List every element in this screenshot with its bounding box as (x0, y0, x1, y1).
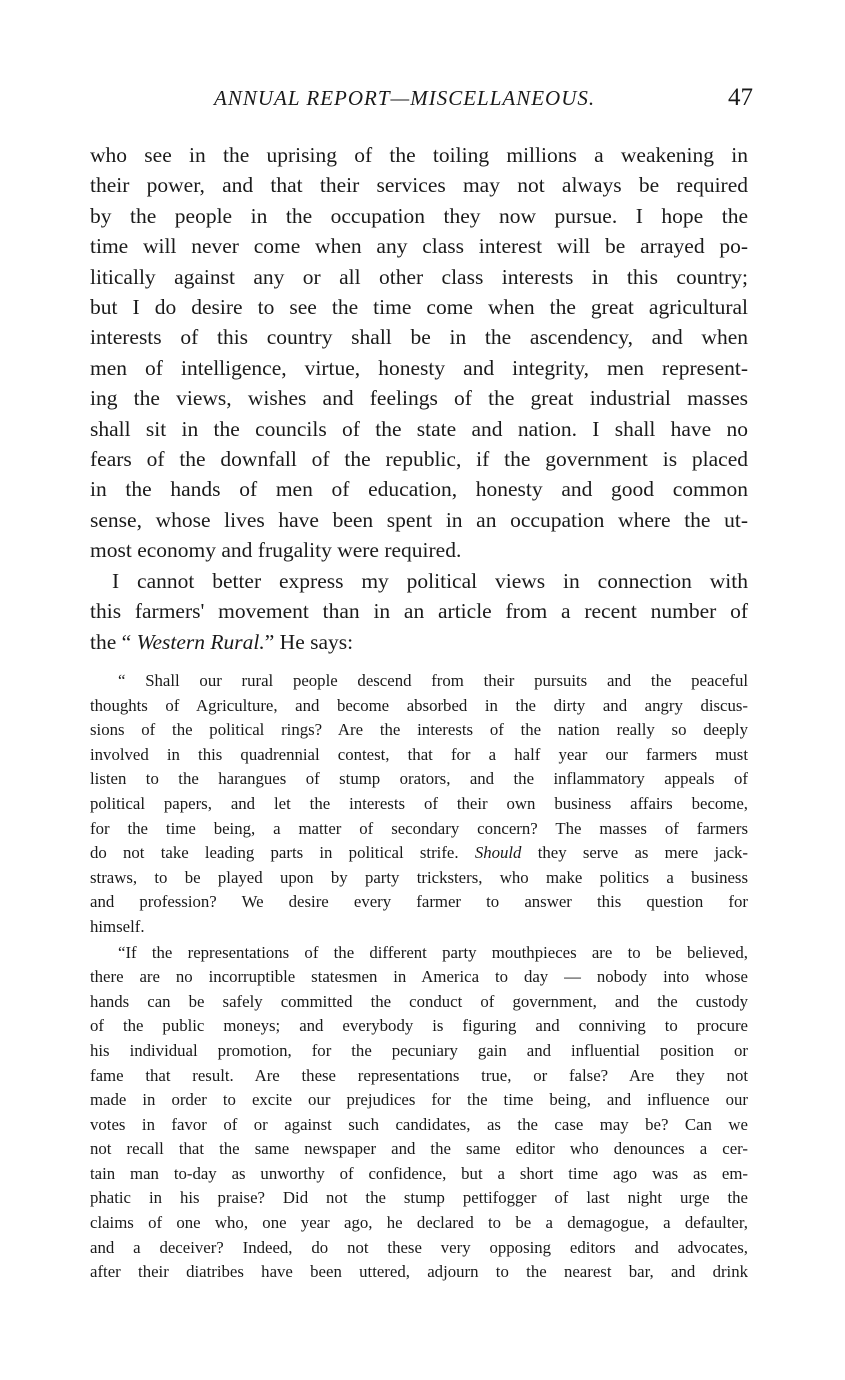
text-line: time will never come when any class interest will be arrayed po- (90, 234, 748, 259)
page-number: 47 (728, 84, 753, 111)
text-line: fears of the downfall of the republic, if the government is placed (90, 447, 748, 472)
text-line: sense, whose lives have been spent in an occupation where the ut- (90, 507, 748, 532)
text-line: by the people in the occupation they now pursue. I hope the (90, 203, 748, 228)
quote-line: “ Shall our rural people descend from their pursuits and the peaceful (118, 671, 748, 690)
quote-line: of the public moneys; and everybody is figuring and conniving to procure (90, 1016, 748, 1036)
running-header (0, 86, 845, 116)
quote-paragraph-1 (90, 669, 748, 940)
quote-line: listen to the harangues of stump orators, and the inflammatory appeals of (90, 769, 748, 789)
text-line: their power, and that their services may not always be required (90, 173, 748, 198)
text-line: most economy and frugality were required. (90, 538, 462, 563)
quote-line: there are no incorruptible statesmen in America to day — nobody into whose (90, 967, 748, 987)
quote-line: votes in favor of or against such candidates, as the case may be? Can we (90, 1114, 748, 1134)
main-text (90, 140, 748, 657)
quote-paragraph-2 (90, 941, 748, 1285)
quote-line: fame that result. Are these representations true, or false? Are they not (90, 1065, 748, 1085)
quote-line: and profession? We desire every farmer to answer this question for (90, 892, 748, 912)
text-line: I cannot better express my political views in connection with (112, 568, 748, 593)
quote-line: and a deceiver? Indeed, do not these very opposing editors and advocates, (90, 1237, 748, 1257)
emphasis: Western Rural. (136, 629, 265, 654)
text-line: men of intelligence, virtue, honesty and integrity, men represent- (90, 355, 748, 380)
text-line: the “ Western Rural.” He says: (90, 629, 354, 654)
quote-line: political papers, and let the interests of their own business affairs become, (90, 793, 748, 813)
quote-line: hands can be safely committed the conduct of government, and the custody (90, 991, 748, 1011)
text-line: litically against any or all other class interests in this country; (90, 264, 748, 289)
text-line: interests of this country shall be in the ascendency, and when (90, 325, 748, 350)
quote-line: tain man to-day as unworthy of confidence, but a short time ago was as em- (90, 1163, 748, 1183)
quote-line: straws, to be played upon by party tricksters, who make politics a business (90, 867, 748, 887)
paragraph-introduction (90, 566, 748, 657)
quote-line: involved in this quadrennial contest, that for a half year our farmers must (90, 744, 748, 764)
running-title: ANNUAL REPORT—MISCELLANEOUS. (214, 86, 596, 110)
text-line: but I do desire to see the time come when the great agricultural (90, 295, 748, 320)
quote-line: after their diatribes have been uttered, adjourn to the nearest bar, and drink (90, 1262, 748, 1282)
quote-line: sions of the political rings? Are the interests of the nation really so deeply (90, 720, 748, 740)
text-line: in the hands of men of education, honesty and good common (90, 477, 748, 502)
text-line: shall sit in the councils of the state and nation. I shall have no (90, 416, 748, 441)
emphasis: Should (474, 843, 522, 863)
text-line: this farmers' movement than in an article from a recent number of (90, 599, 748, 624)
quote-line: made in order to excite our prejudices for the time being, and influence our (90, 1090, 748, 1110)
text-line: ing the views, wishes and feelings of the great industrial masses (90, 386, 748, 411)
quote-line: his individual promotion, for the pecuniary gain and influential position or (90, 1040, 748, 1060)
quote-line: thoughts of Agriculture, and become absorbed in the dirty and angry discus- (90, 695, 748, 715)
quote-line: phatic in his praise? Did not the stump pettifogger of last night urge the (90, 1188, 748, 1208)
paragraph-continuation (90, 140, 748, 566)
quote-line: “If the representations of the different party mouthpieces are to be believed, (118, 942, 748, 962)
quote-line: himself. (90, 916, 145, 936)
block-quote (90, 669, 748, 1285)
text-line: who see in the uprising of the toiling millions a weakening in (90, 143, 748, 167)
quote-line: claims of one who, one year ago, he declared to be a demagogue, a defaulter, (90, 1213, 748, 1233)
quote-line: do not take leading parts in political strife. Should they serve as mere jack- (90, 843, 748, 863)
quote-line: for the time being, a matter of secondary concern? The masses of farmers (90, 818, 748, 838)
quote-line: not recall that the same newspaper and the same editor who denounces a cer- (90, 1139, 748, 1159)
